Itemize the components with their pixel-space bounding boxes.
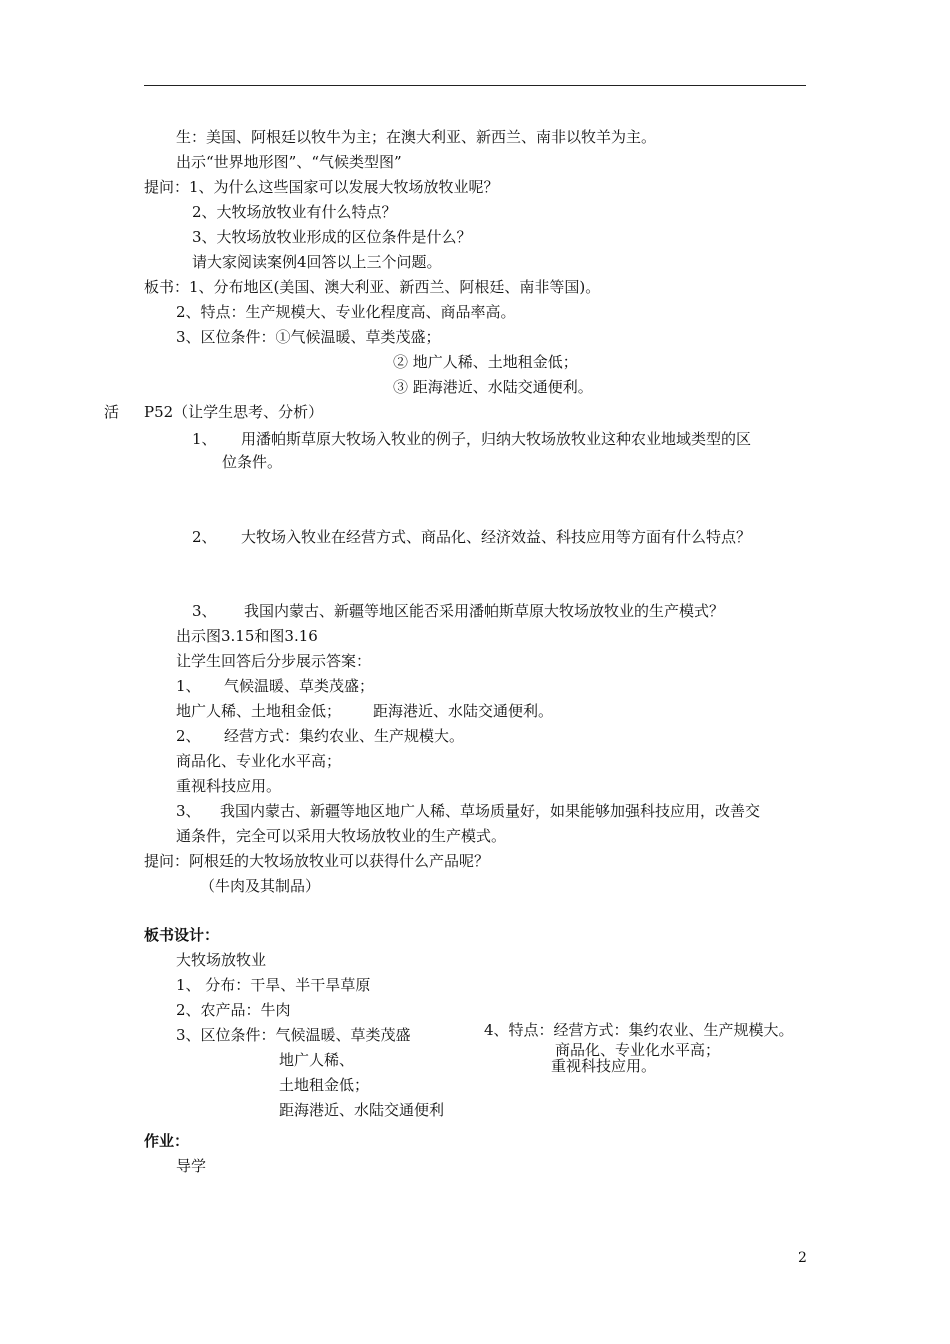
text-line: 地广人稀、土地租金低； xyxy=(176,702,342,720)
text-line: 商品化、专业化水平高； xyxy=(176,752,342,770)
text-line: 气候温暖、草类茂盛； xyxy=(224,677,375,695)
text-line: 提问：阿根廷的大牧场放牧业可以获得什么产品呢？ xyxy=(144,852,490,870)
text-line: 3、区位条件：①气候温暖、草类茂盛； xyxy=(176,328,441,346)
list-number: 3、 xyxy=(176,802,201,820)
text-line: 1、 分布：干旱、半干旱草原 xyxy=(176,976,371,994)
list-number: 1、 xyxy=(176,677,201,695)
text-line: 距海港近、水陆交通便利。 xyxy=(373,702,554,720)
text-line: 大牧场放牧业 xyxy=(176,951,267,969)
header-rule xyxy=(144,85,806,86)
text-line: 土地租金低； xyxy=(279,1076,370,1094)
section-heading: 作业： xyxy=(144,1132,190,1150)
text-line: 位条件。 xyxy=(222,453,283,471)
text-line: （牛肉及其制品） xyxy=(200,877,321,895)
text-line: 3、大牧场放牧业形成的区位条件是什么？ xyxy=(192,228,472,246)
text-line: 活 xyxy=(104,403,120,421)
list-number: 1、 xyxy=(192,430,217,448)
text-line: 请大家阅读案例4回答以上三个问题。 xyxy=(192,253,442,271)
text-line: P52（让学生思考、分析） xyxy=(144,403,324,421)
text-line: 板书：1、分布地区(美国、澳大利亚、新西兰、阿根廷、南非等国)。 xyxy=(144,278,601,296)
text-line: 出示图3.15和图3.16 xyxy=(176,627,318,645)
text-line: 大牧场入牧业在经营方式、商品化、经济效益、科技应用等方面有什么特点？ xyxy=(241,528,752,546)
text-line: ② 地广人稀、土地租金低； xyxy=(393,353,578,371)
text-line: 距海港近、水陆交通便利 xyxy=(279,1101,445,1119)
text-line: 2、特点：生产规模大、专业化程度高、商品率高。 xyxy=(176,303,516,321)
text-line: 重视科技应用。 xyxy=(176,777,282,795)
text-line: 导学 xyxy=(176,1157,207,1175)
text-line: 生：美国、阿根廷以牧牛为主；在澳大利亚、新西兰、南非以牧羊为主。 xyxy=(176,128,657,146)
list-number: 2、 xyxy=(176,727,201,745)
text-line: 重视科技应用。 xyxy=(551,1057,657,1075)
text-line: 商品化、专业化水平高； xyxy=(555,1041,721,1059)
list-number: 3、 xyxy=(192,602,217,620)
text-line: 3、区位条件：气候温暖、草类茂盛 xyxy=(176,1026,411,1044)
section-heading: 板书设计： xyxy=(144,926,220,944)
text-line: ③ 距海港近、水陆交通便利。 xyxy=(393,378,593,396)
page-number: 2 xyxy=(798,1250,807,1266)
text-line: 2、农产品：牛肉 xyxy=(176,1001,291,1019)
text-line: 用潘帕斯草原大牧场入牧业的例子，归纳大牧场放牧业这种农业地域类型的区 xyxy=(241,430,752,448)
text-line: 提问：1、为什么这些国家可以发展大牧场放牧业呢？ xyxy=(144,178,499,196)
text-line: 通条件，完全可以采用大牧场放牧业的生产模式。 xyxy=(176,827,507,845)
text-line: 我国内蒙古、新疆等地区能否采用潘帕斯草原大牧场放牧业的生产模式？ xyxy=(244,602,725,620)
text-line: 4、特点：经营方式：集约农业、生产规模大。 xyxy=(484,1021,794,1039)
text-line: 地广人稀、 xyxy=(279,1051,355,1069)
text-line: 经营方式：集约农业、生产规模大。 xyxy=(224,727,465,745)
list-number: 2、 xyxy=(192,528,217,546)
text-line: 我国内蒙古、新疆等地区地广人稀、草场质量好，如果能够加强科技应用，改善交 xyxy=(220,802,761,820)
text-line: 2、大牧场放牧业有什么特点？ xyxy=(192,203,397,221)
text-line: 让学生回答后分步展示答案： xyxy=(176,652,372,670)
text-line: 出示“世界地形图”、“气候类型图” xyxy=(176,153,402,171)
